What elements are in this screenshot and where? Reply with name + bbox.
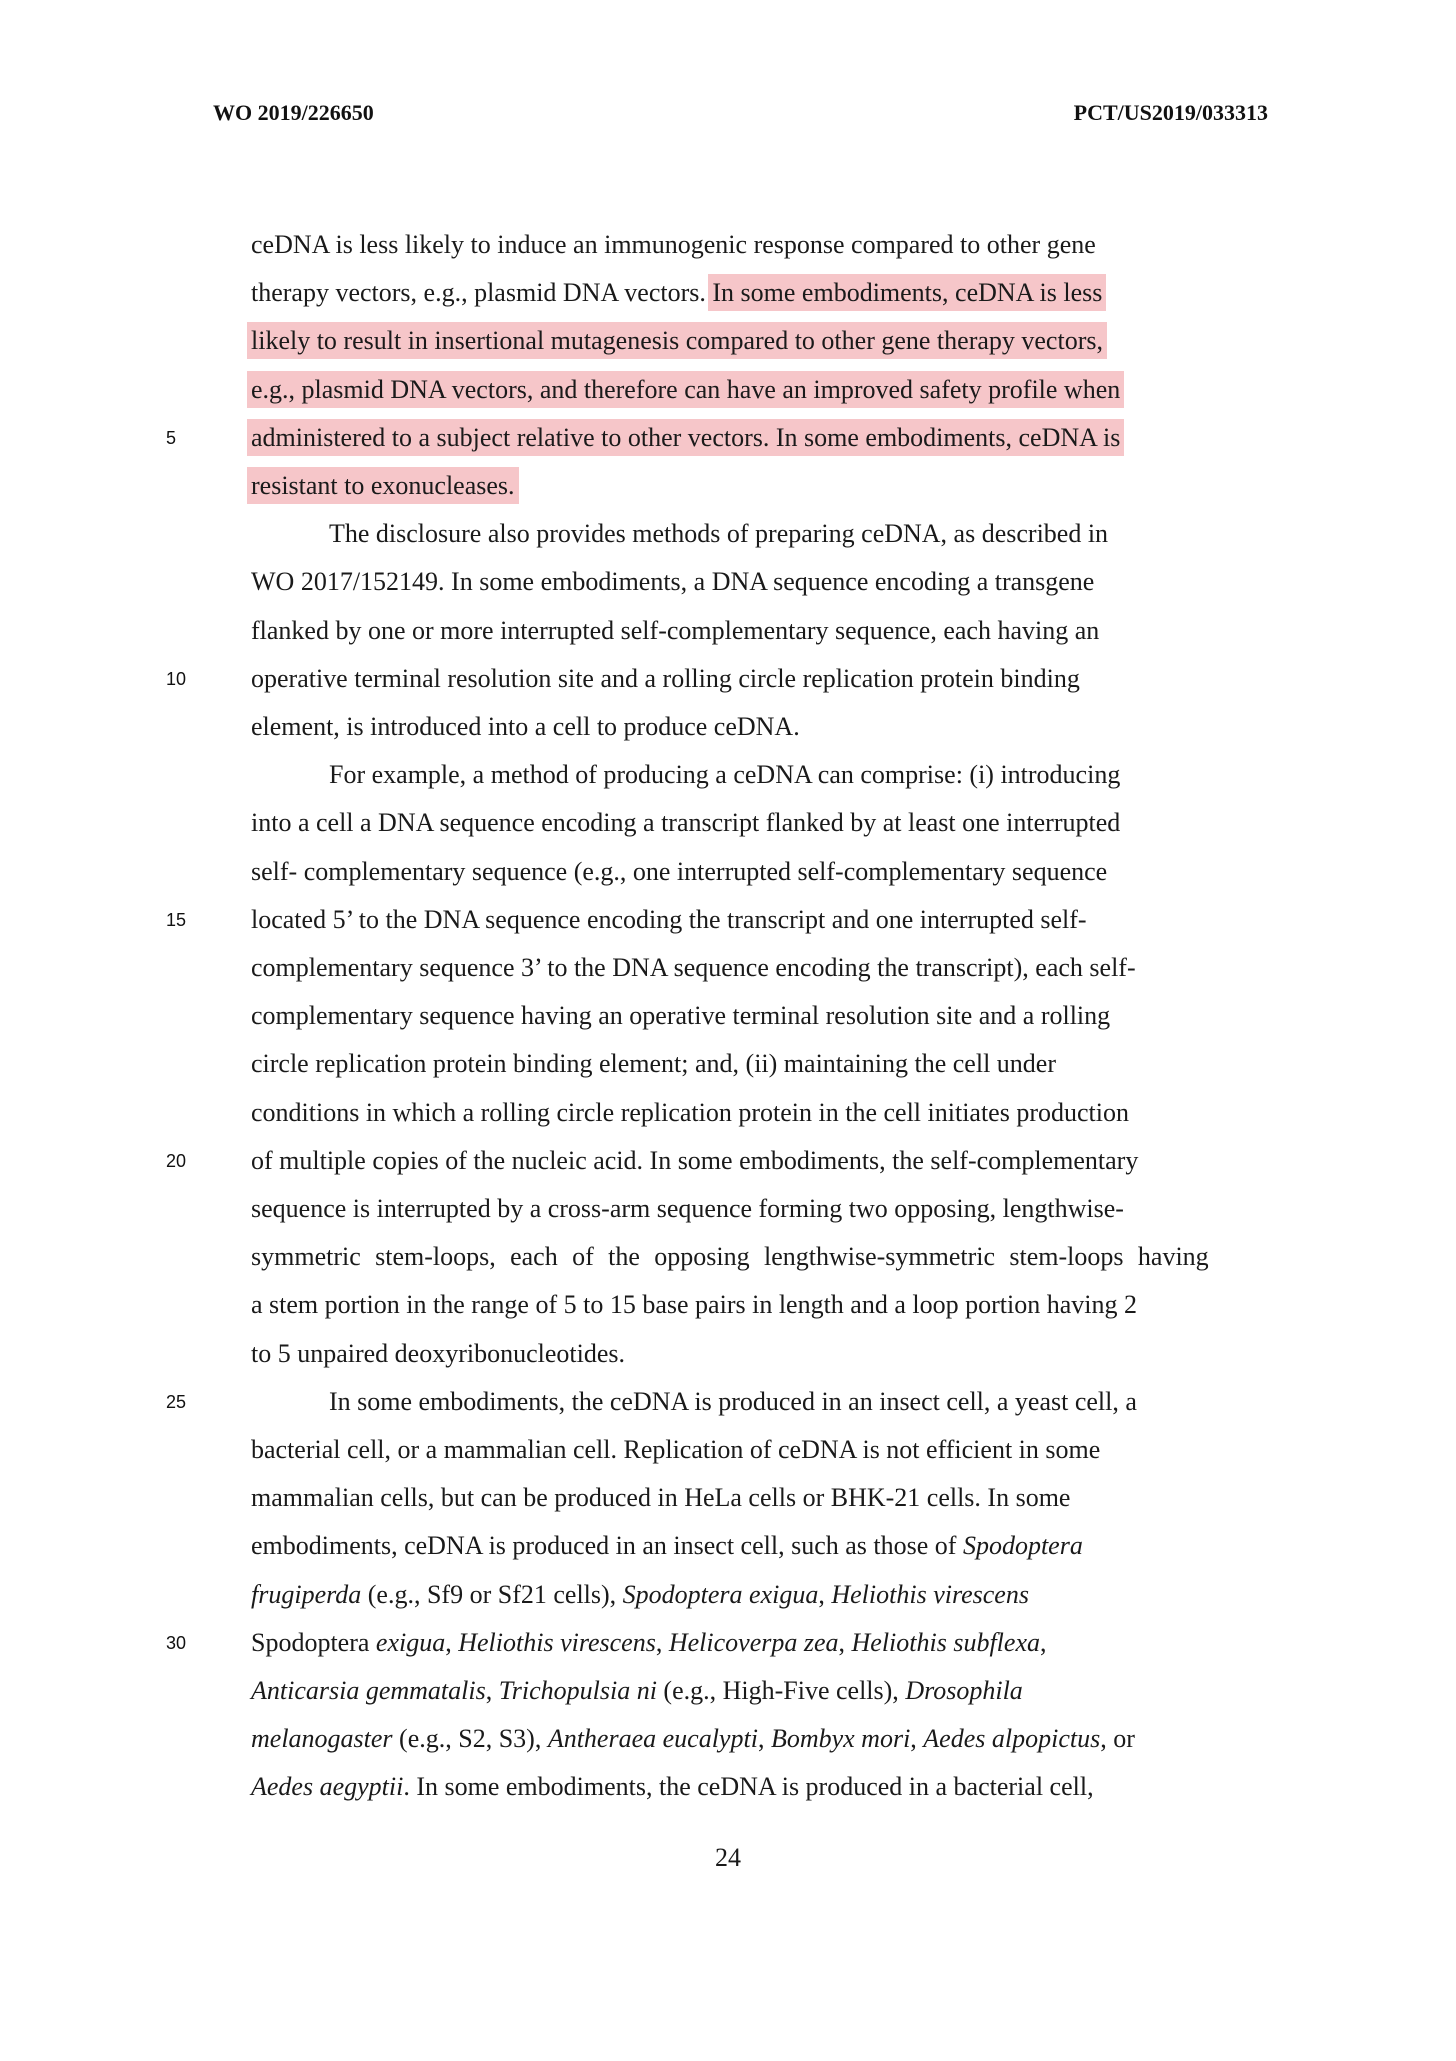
text-line <box>251 1338 625 1370</box>
text-segment: symmetric stem-loops, each of the opposing lengthwise-symmetric stem-loops having <box>251 1242 1209 1272</box>
text-segment: For example, a method of producing a ceDNA can comprise: (i) introducing <box>251 760 1121 790</box>
line-number: 10 <box>166 668 187 689</box>
text-segment: a stem portion in the range of 5 to 15 base pairs in length and a loop portion having 2 <box>251 1290 1137 1320</box>
text-line <box>251 807 1120 839</box>
italic-text: Heliothis subflexa <box>851 1627 1040 1657</box>
text-line <box>251 904 1087 936</box>
text-segment: , <box>485 1676 499 1705</box>
italic-text: Drosophila <box>905 1676 1023 1705</box>
text-segment: embodiments, ceDNA is produced in an insect cell, such as those of <box>251 1531 963 1561</box>
text-line <box>251 566 1094 598</box>
text-line <box>251 277 1102 309</box>
text-line <box>251 663 1080 695</box>
text-segment: complementary sequence 3’ to the DNA sequence encoding the transcript), each self- <box>251 953 1136 982</box>
italic-text: Helicoverpa zea <box>668 1627 839 1657</box>
text-segment: , <box>445 1627 459 1657</box>
text-segment: located 5’ to the DNA sequence encoding the transcript and one interrupted self- <box>251 904 1087 934</box>
text-line <box>251 759 1120 791</box>
text-line <box>251 229 1096 261</box>
italic-text: Anticarsia gemmatalis <box>251 1676 486 1705</box>
italic-text: Heliothis virescens <box>458 1627 656 1657</box>
text-line <box>251 1097 1129 1129</box>
text-segment: flanked by one or more interrupted self-complementary sequence, each having an <box>251 615 1100 645</box>
text-line <box>251 1771 1094 1803</box>
page-number: 24 <box>715 1843 741 1872</box>
text-segment: element, is introduced into a cell to produce ceDNA. <box>251 712 800 741</box>
text-segment: , <box>655 1627 669 1657</box>
italic-text: exigua <box>375 1627 446 1657</box>
text-segment: sequence is interrupted by a cross-arm sequence forming two opposing, lengthwise- <box>251 1194 1124 1223</box>
line-number: 15 <box>166 909 187 930</box>
text-line <box>251 1434 1100 1466</box>
italic-text: Spodoptera <box>962 1531 1083 1561</box>
italic-text: frugiperda <box>251 1579 362 1609</box>
text-line <box>251 952 1136 984</box>
text-line <box>251 1289 1137 1321</box>
text-segment: therapy vectors, e.g., plasmid DNA vectors. <box>251 278 713 308</box>
highlighted-text: administered to a subject relative to other vectors. In some embodiments, ceDNA is <box>251 422 1121 452</box>
highlighted-text: resistant to exonucleases. <box>251 471 515 500</box>
text-segment: ceDNA is less likely to induce an immunogenic response compared to other gene <box>251 230 1096 259</box>
line-number: 30 <box>166 1632 187 1653</box>
text-segment: mammalian cells, but can be produced in HeLa cells or BHK-21 cells. In some <box>251 1483 1071 1513</box>
text-line <box>251 856 1107 888</box>
text-segment: , <box>910 1724 924 1754</box>
text-segment: , <box>1040 1627 1047 1657</box>
text-segment: , <box>818 1579 832 1609</box>
text-segment: (e.g., High-Five cells), <box>656 1676 906 1705</box>
text-segment: , <box>757 1724 771 1754</box>
text-line <box>251 1386 1137 1418</box>
text-line <box>251 1000 1110 1032</box>
text-line <box>251 422 1120 454</box>
text-line <box>251 1482 1070 1514</box>
text-line <box>251 1675 1023 1707</box>
text-segment: . In some embodiments, the ceDNA is produced in a bacterial cell, <box>403 1772 1094 1802</box>
highlighted-text: likely to result in insertional mutagenesis compared to other gene therapy vectors, <box>251 326 1103 356</box>
text-segment: self- complementary sequence (e.g., one interrupted self-complementary sequence <box>251 856 1108 886</box>
text-line <box>251 1723 1135 1755</box>
text-segment: Spodoptera <box>251 1627 376 1657</box>
text-segment: complementary sequence having an operative terminal resolution site and a rolling <box>251 1001 1111 1031</box>
highlighted-text: e.g., plasmid DNA vectors, and therefore can have an improved safety profile when <box>251 374 1121 404</box>
italic-text: melanogaster <box>251 1724 393 1754</box>
text-segment: The disclosure also provides methods of preparing ceDNA, as described in <box>251 519 1109 549</box>
publication-number: WO 2019/226650 <box>213 100 374 125</box>
highlighted-text: In some embodiments, ceDNA is less <box>712 278 1103 308</box>
text-line <box>251 711 800 743</box>
text-line <box>251 1193 1124 1225</box>
line-number: 20 <box>166 1150 187 1171</box>
italic-text: Spodoptera exigua <box>622 1579 819 1609</box>
text-line <box>251 1241 1209 1273</box>
italic-text: Heliothis virescens <box>831 1579 1029 1609</box>
text-line <box>251 1530 1083 1562</box>
italic-text: Aedes alpopictus <box>923 1724 1101 1754</box>
text-segment: WO 2017/152149. In some embodiments, a DNA sequence encoding a transgene <box>251 567 1095 597</box>
italic-text: Bombyx mori <box>770 1724 911 1754</box>
line-number: 5 <box>166 427 177 448</box>
text-line <box>251 1145 1138 1177</box>
line-number: 25 <box>166 1391 187 1412</box>
text-line <box>251 470 515 502</box>
text-segment: into a cell a DNA sequence encoding a transcript flanked by at least one interrupted <box>251 808 1121 838</box>
text-segment: bacterial cell, or a mammalian cell. Replication of ceDNA is not efficient in some <box>251 1435 1101 1464</box>
text-line <box>251 1579 1029 1611</box>
text-line <box>251 325 1103 357</box>
text-segment: of multiple copies of the nucleic acid. In some embodiments, the self-complementary <box>251 1145 1139 1175</box>
text-segment: (e.g., S2, S3), <box>392 1724 548 1754</box>
text-line <box>251 1048 1056 1080</box>
text-segment: (e.g., Sf9 or Sf21 cells), <box>361 1579 623 1609</box>
text-line <box>251 615 1099 647</box>
text-line <box>251 518 1108 550</box>
text-segment: operative terminal resolution site and a rolling circle replication protein binding <box>251 663 1080 693</box>
text-segment: , <box>838 1627 852 1657</box>
text-line <box>251 374 1120 406</box>
text-segment: , or <box>1100 1724 1135 1754</box>
text-segment: In some embodiments, the ceDNA is produced in an insect cell, a yeast cell, a <box>251 1386 1137 1416</box>
text-segment: to 5 unpaired deoxyribonucleotides. <box>251 1338 626 1368</box>
text-segment: circle replication protein binding element; and, (ii) maintaining the cell under <box>251 1049 1056 1079</box>
text-line <box>251 1627 1047 1659</box>
italic-text: Aedes aegyptii <box>251 1772 404 1802</box>
italic-text: Antheraea eucalypti <box>547 1724 758 1754</box>
italic-text: Trichopulsia ni <box>498 1676 657 1705</box>
text-segment: conditions in which a rolling circle replication protein in the cell initiates production <box>251 1097 1129 1127</box>
application-number: PCT/US2019/033313 <box>1073 100 1268 125</box>
